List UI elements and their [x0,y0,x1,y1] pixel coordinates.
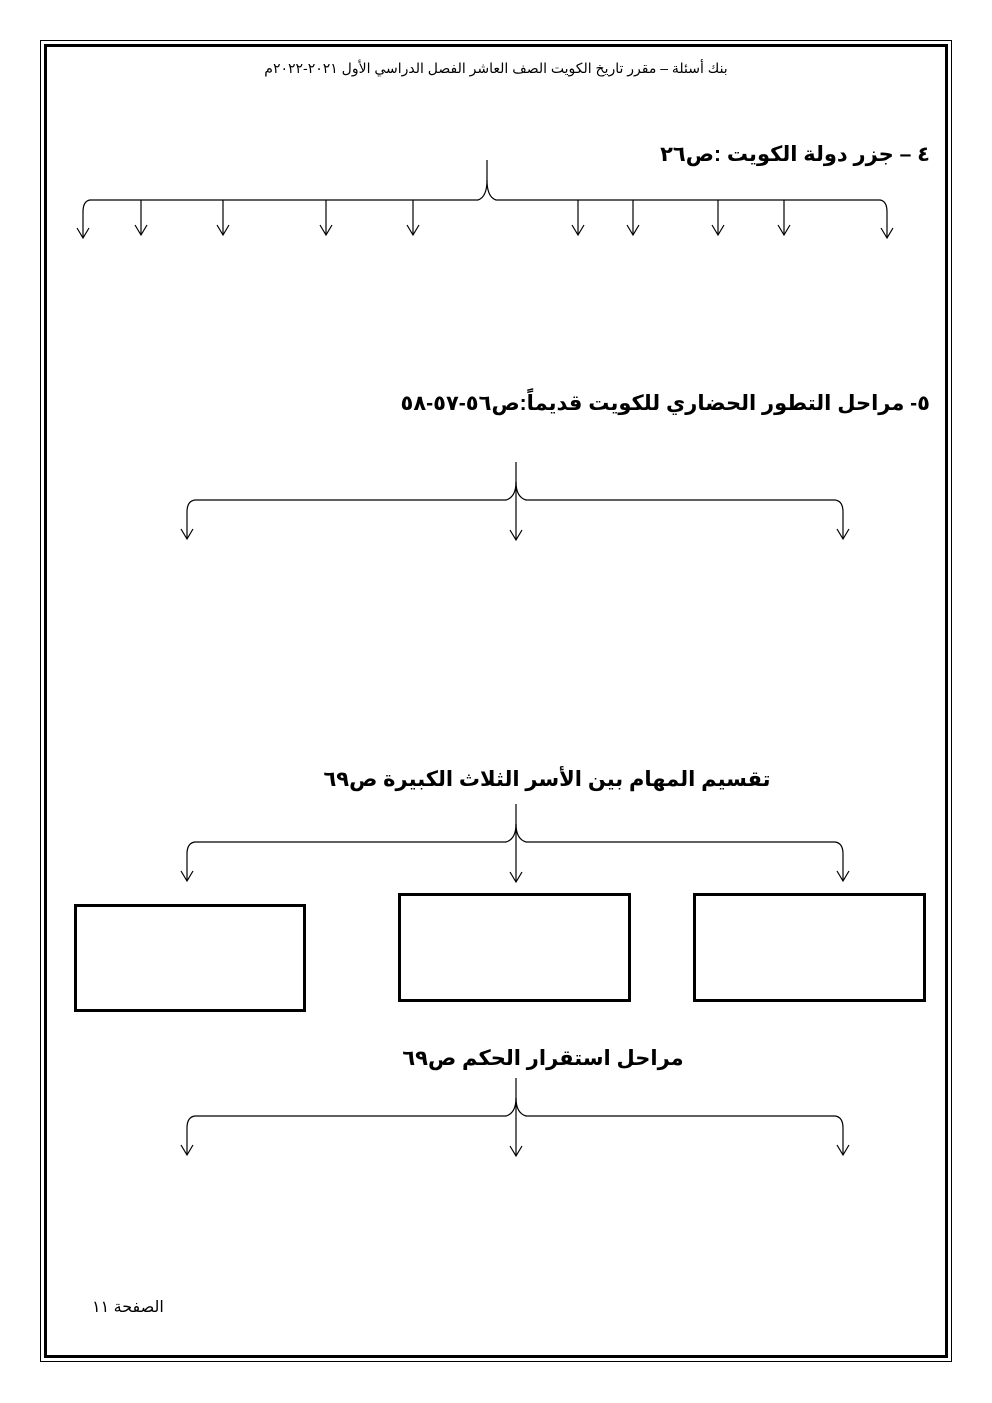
answer-box-center[interactable] [398,893,631,1002]
answer-box-left[interactable] [74,904,306,1012]
families-branch-diagram [181,804,849,882]
civilization-branch-diagram [181,462,849,540]
question-5-title: ٥- مراحل التطور الحضاري للكويت قديماً:ص٥٦-٥٧-٥٨ [400,392,930,415]
rule-stability-branch-diagram [181,1078,849,1156]
rule-stability-title: مراحل استقرار الحكم ص٦٩ [402,1047,684,1070]
answer-box-right[interactable] [693,893,926,1002]
islands-branch-diagram [77,160,893,238]
page-header: بنك أسئلة – مقرر تاريخ الكويت الصف العاشر الفصل الدراسي الأول ٢٠٢١-٢٠٢٢م [264,60,728,76]
question-4-title: ٤ – جزر دولة الكويت :ص٢٦ [660,143,930,166]
families-tasks-title: تقسيم المهام بين الأسر الثلاث الكبيرة ص٦٩ [323,768,771,791]
page-number: الصفحة ١١ [92,1299,164,1316]
islands-brace [83,160,487,237]
